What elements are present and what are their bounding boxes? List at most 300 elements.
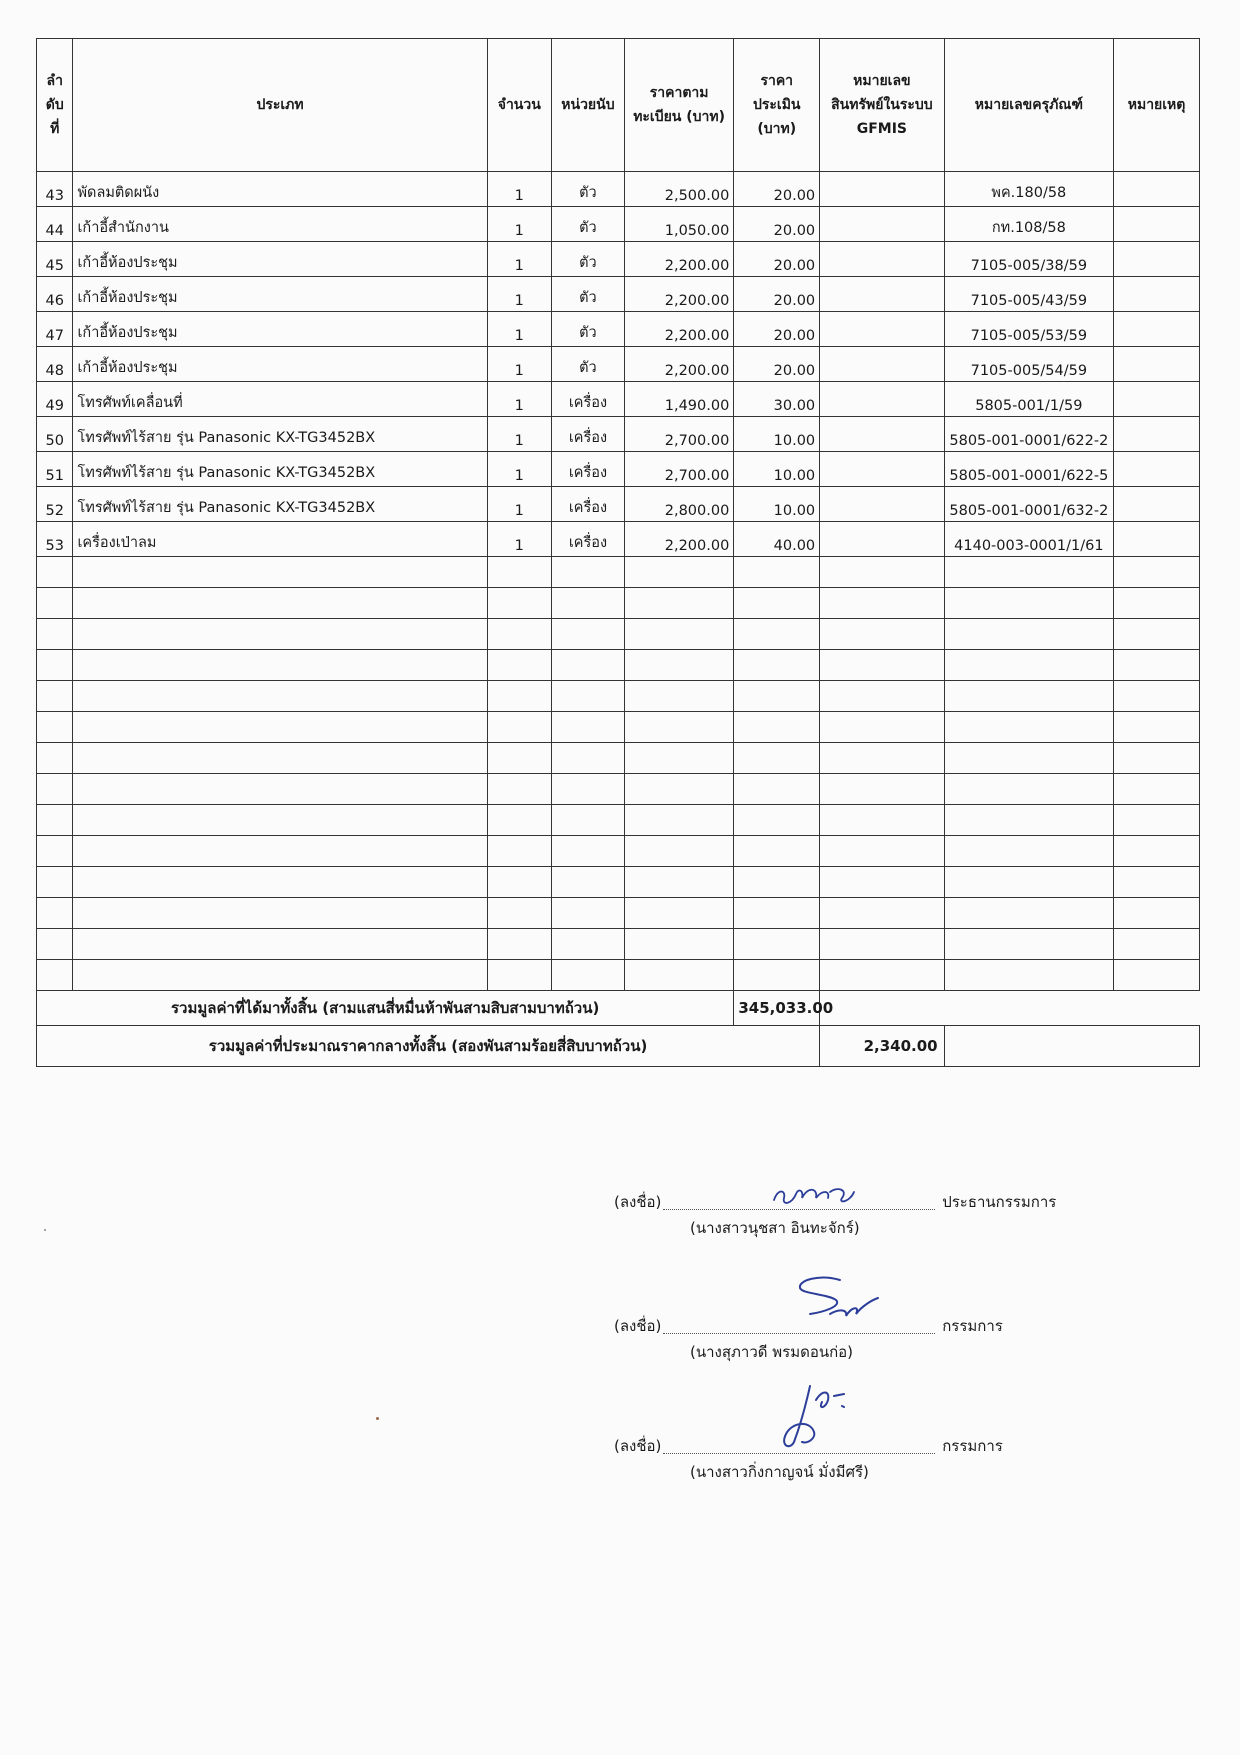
cell-gfmis-number — [820, 382, 944, 417]
cell-gfmis-number — [820, 207, 944, 242]
empty-cell — [944, 712, 1114, 743]
cell-registered-price: 2,500.00 — [624, 172, 733, 207]
empty-cell — [37, 898, 73, 929]
header-gfmis-number-text: หมายเลข สินทรัพย์ในระบบ GFMIS — [831, 73, 933, 137]
empty-cell — [1114, 712, 1200, 743]
empty-cell — [73, 898, 487, 929]
table-row — [37, 172, 1200, 207]
table-row — [37, 242, 1200, 277]
empty-cell — [73, 557, 487, 588]
total-estimated-label: รวมมูลค่าที่ประมาณราคากลางทั้งสิ้น (สองพันสามร้อยสี่สิบบาทถ้วน) — [37, 1026, 820, 1067]
cell-category: เก้าอี้ห้องประชุม — [73, 312, 487, 347]
empty-cell — [734, 774, 820, 805]
cell-quantity: 1 — [487, 417, 551, 452]
cell-category: โทรศัพท์ไร้สาย รุ่น Panasonic KX-TG3452BX — [73, 487, 487, 522]
total-acquired-label: รวมมูลค่าที่ได้มาทั้งสิ้น (สามแสนสี่หมื่นห้าพันสามสิบสามบาทถ้วน) — [37, 991, 734, 1026]
empty-table-row — [37, 898, 1200, 929]
empty-cell — [734, 836, 820, 867]
empty-cell — [73, 867, 487, 898]
cell-category: เก้าอี้ห้องประชุม — [73, 277, 487, 312]
cell-asset-number: 7105-005/53/59 — [944, 312, 1114, 347]
total-estimated-value-text: 2,340.00 — [863, 1037, 938, 1055]
asset-table — [36, 38, 1200, 1067]
cell-category: เครื่องเป่าลม — [73, 522, 487, 557]
signature-block-member-1 — [614, 1313, 1134, 1365]
header-no — [37, 39, 73, 172]
empty-cell — [944, 898, 1114, 929]
empty-cell — [73, 681, 487, 712]
signature-role: กรรมการ — [942, 1437, 1003, 1455]
cell-no: 47 — [37, 312, 73, 347]
cell-gfmis-number — [820, 172, 944, 207]
cell-appraised-price: 40.00 — [734, 522, 820, 557]
cell-gfmis-number — [820, 522, 944, 557]
empty-cell — [1114, 836, 1200, 867]
signature-line — [614, 1313, 1134, 1339]
empty-cell — [624, 836, 733, 867]
table-row — [37, 417, 1200, 452]
total-acquired-blank — [820, 991, 1200, 1026]
cell-quantity: 1 — [487, 207, 551, 242]
table-row — [37, 382, 1200, 417]
empty-cell — [944, 557, 1114, 588]
cell-registered-price: 2,200.00 — [624, 242, 733, 277]
empty-cell — [820, 898, 944, 929]
paper-speck — [44, 1229, 46, 1231]
header-no-text: ลำ ดับ ที่ — [45, 73, 64, 137]
header-remark-text: หมายเหตุ — [1127, 97, 1186, 113]
empty-cell — [73, 712, 487, 743]
cell-no: 51 — [37, 452, 73, 487]
header-appraised-price — [734, 39, 820, 172]
empty-cell — [1114, 681, 1200, 712]
empty-cell — [73, 960, 487, 991]
cell-registered-price: 1,490.00 — [624, 382, 733, 417]
empty-cell — [820, 929, 944, 960]
cell-appraised-price: 30.00 — [734, 382, 820, 417]
empty-cell — [1114, 805, 1200, 836]
cell-unit: ตัว — [551, 312, 624, 347]
empty-cell — [624, 650, 733, 681]
table-body — [37, 172, 1200, 991]
table-row — [37, 522, 1200, 557]
empty-cell — [73, 805, 487, 836]
empty-cell — [551, 898, 624, 929]
empty-cell — [551, 712, 624, 743]
table-header — [37, 39, 1200, 172]
cell-remark — [1114, 522, 1200, 557]
empty-cell — [487, 681, 551, 712]
empty-cell — [734, 929, 820, 960]
empty-cell — [73, 743, 487, 774]
signature-line — [614, 1433, 1134, 1459]
empty-cell — [944, 805, 1114, 836]
empty-table-row — [37, 650, 1200, 681]
empty-cell — [1114, 898, 1200, 929]
empty-cell — [820, 588, 944, 619]
empty-cell — [624, 805, 733, 836]
cell-appraised-price: 20.00 — [734, 207, 820, 242]
cell-remark — [1114, 242, 1200, 277]
cell-remark — [1114, 382, 1200, 417]
empty-cell — [624, 557, 733, 588]
cell-gfmis-number — [820, 452, 944, 487]
empty-cell — [624, 619, 733, 650]
empty-cell — [624, 681, 733, 712]
signature-dots — [663, 1439, 935, 1454]
cell-no: 43 — [37, 172, 73, 207]
empty-cell — [624, 588, 733, 619]
empty-cell — [820, 619, 944, 650]
table-row — [37, 277, 1200, 312]
cell-category: โทรศัพท์เคลื่อนที่ — [73, 382, 487, 417]
empty-cell — [487, 774, 551, 805]
empty-cell — [551, 619, 624, 650]
cell-appraised-price: 10.00 — [734, 417, 820, 452]
cell-no: 53 — [37, 522, 73, 557]
empty-cell — [37, 929, 73, 960]
table-row — [37, 487, 1200, 522]
empty-cell — [37, 805, 73, 836]
cell-asset-number: 5805-001-0001/622-5 — [944, 452, 1114, 487]
cell-asset-number: 4140-003-0001/1/61 — [944, 522, 1114, 557]
cell-appraised-price: 20.00 — [734, 172, 820, 207]
empty-cell — [37, 557, 73, 588]
empty-cell — [734, 960, 820, 991]
empty-cell — [73, 588, 487, 619]
cell-asset-number: พค.180/58 — [944, 172, 1114, 207]
empty-cell — [820, 867, 944, 898]
signature-line — [614, 1189, 1134, 1215]
cell-no: 46 — [37, 277, 73, 312]
empty-cell — [820, 836, 944, 867]
empty-cell — [487, 898, 551, 929]
cell-appraised-price: 10.00 — [734, 487, 820, 522]
signature-name: (นางสาวกิ่งกาญจน์ มั่งมีศรี) — [690, 1463, 869, 1481]
empty-cell — [37, 743, 73, 774]
header-category-text: ประเภท — [256, 97, 304, 113]
cell-appraised-price: 10.00 — [734, 452, 820, 487]
cell-quantity: 1 — [487, 277, 551, 312]
total-estimated-blank — [944, 1026, 1199, 1067]
empty-cell — [73, 929, 487, 960]
empty-cell — [624, 898, 733, 929]
empty-table-row — [37, 774, 1200, 805]
empty-cell — [551, 743, 624, 774]
empty-cell — [1114, 929, 1200, 960]
empty-cell — [487, 588, 551, 619]
empty-cell — [734, 743, 820, 774]
cell-no: 44 — [37, 207, 73, 242]
cell-category: เก้าอี้ห้องประชุม — [73, 242, 487, 277]
empty-cell — [487, 712, 551, 743]
empty-cell — [734, 557, 820, 588]
signature-prefix: (ลงชื่อ) — [614, 1193, 662, 1211]
empty-cell — [820, 743, 944, 774]
cell-no: 45 — [37, 242, 73, 277]
signature-role: ประธานกรรมการ — [942, 1193, 1057, 1211]
empty-cell — [1114, 774, 1200, 805]
empty-cell — [487, 743, 551, 774]
empty-cell — [37, 836, 73, 867]
header-quantity-text: จำนวน — [497, 97, 541, 113]
empty-table-row — [37, 681, 1200, 712]
signature-name: (นางสุภาวดี พรมดอนก่อ) — [690, 1343, 854, 1361]
empty-cell — [487, 960, 551, 991]
total-estimated-value — [820, 1026, 944, 1067]
empty-cell — [73, 619, 487, 650]
header-category — [73, 39, 487, 172]
table-row — [37, 207, 1200, 242]
cell-category: โทรศัพท์ไร้สาย รุ่น Panasonic KX-TG3452BX — [73, 452, 487, 487]
cell-quantity: 1 — [487, 242, 551, 277]
empty-cell — [487, 929, 551, 960]
header-unit — [551, 39, 624, 172]
empty-cell — [37, 588, 73, 619]
cell-appraised-price: 20.00 — [734, 277, 820, 312]
empty-cell — [944, 588, 1114, 619]
empty-table-row — [37, 836, 1200, 867]
cell-unit: เครื่อง — [551, 452, 624, 487]
empty-cell — [551, 805, 624, 836]
cell-appraised-price: 20.00 — [734, 242, 820, 277]
empty-cell — [820, 805, 944, 836]
header-gfmis-number — [820, 39, 944, 172]
empty-cell — [551, 588, 624, 619]
empty-cell — [37, 867, 73, 898]
cell-category: เก้าอี้ห้องประชุม — [73, 347, 487, 382]
cell-registered-price: 2,800.00 — [624, 487, 733, 522]
empty-cell — [551, 867, 624, 898]
empty-cell — [624, 960, 733, 991]
header-registered-price-text: ราคาตาม ทะเบียน (บาท) — [633, 85, 726, 125]
header-asset-number-text: หมายเลขครุภัณฑ์ — [974, 97, 1083, 113]
cell-registered-price: 2,200.00 — [624, 347, 733, 382]
cell-category: โทรศัพท์ไร้สาย รุ่น Panasonic KX-TG3452BX — [73, 417, 487, 452]
cell-unit: เครื่อง — [551, 417, 624, 452]
empty-cell — [551, 929, 624, 960]
empty-cell — [624, 867, 733, 898]
empty-cell — [944, 619, 1114, 650]
total-estimated-row — [37, 1026, 1200, 1067]
empty-cell — [624, 774, 733, 805]
empty-cell — [820, 712, 944, 743]
empty-cell — [944, 743, 1114, 774]
cell-remark — [1114, 207, 1200, 242]
cell-category: พัดลมติดผนัง — [73, 172, 487, 207]
empty-cell — [734, 712, 820, 743]
empty-cell — [624, 743, 733, 774]
cell-quantity: 1 — [487, 382, 551, 417]
empty-cell — [487, 650, 551, 681]
cell-no: 49 — [37, 382, 73, 417]
cell-asset-number: 7105-005/54/59 — [944, 347, 1114, 382]
cell-appraised-price: 20.00 — [734, 347, 820, 382]
cell-remark — [1114, 277, 1200, 312]
table-totals — [37, 991, 1200, 1067]
empty-cell — [624, 712, 733, 743]
signature-dots — [663, 1319, 935, 1334]
cell-asset-number: 5805-001/1/59 — [944, 382, 1114, 417]
empty-cell — [734, 898, 820, 929]
empty-cell — [1114, 650, 1200, 681]
empty-cell — [487, 867, 551, 898]
header-remark — [1114, 39, 1200, 172]
cell-gfmis-number — [820, 277, 944, 312]
cell-remark — [1114, 347, 1200, 382]
cell-remark — [1114, 452, 1200, 487]
empty-cell — [551, 774, 624, 805]
signature-prefix: (ลงชื่อ) — [614, 1317, 662, 1335]
cell-gfmis-number — [820, 242, 944, 277]
cell-remark — [1114, 487, 1200, 522]
empty-cell — [820, 774, 944, 805]
cell-unit: ตัว — [551, 277, 624, 312]
signature-block-member-2 — [614, 1433, 1134, 1485]
cell-no: 48 — [37, 347, 73, 382]
empty-cell — [37, 774, 73, 805]
empty-cell — [1114, 867, 1200, 898]
empty-cell — [37, 619, 73, 650]
cell-registered-price: 2,200.00 — [624, 277, 733, 312]
empty-cell — [1114, 743, 1200, 774]
cell-unit: ตัว — [551, 242, 624, 277]
empty-cell — [734, 588, 820, 619]
empty-cell — [73, 836, 487, 867]
empty-cell — [820, 960, 944, 991]
cell-unit: เครื่อง — [551, 522, 624, 557]
empty-cell — [1114, 588, 1200, 619]
cell-category: เก้าอี้สำนักงาน — [73, 207, 487, 242]
cell-gfmis-number — [820, 312, 944, 347]
empty-cell — [624, 929, 733, 960]
empty-table-row — [37, 712, 1200, 743]
table-row — [37, 312, 1200, 347]
signature-role: กรรมการ — [942, 1317, 1003, 1335]
cell-remark — [1114, 312, 1200, 347]
empty-cell — [551, 681, 624, 712]
cell-remark — [1114, 172, 1200, 207]
signature-prefix: (ลงชื่อ) — [614, 1437, 662, 1455]
empty-cell — [944, 929, 1114, 960]
empty-cell — [1114, 619, 1200, 650]
empty-cell — [734, 681, 820, 712]
empty-cell — [944, 960, 1114, 991]
empty-cell — [734, 650, 820, 681]
empty-cell — [734, 805, 820, 836]
empty-cell — [487, 619, 551, 650]
empty-table-row — [37, 619, 1200, 650]
empty-cell — [551, 557, 624, 588]
empty-table-row — [37, 557, 1200, 588]
empty-table-row — [37, 929, 1200, 960]
cell-unit: ตัว — [551, 172, 624, 207]
signature-block-chairman — [614, 1189, 1134, 1241]
empty-cell — [944, 774, 1114, 805]
cell-quantity: 1 — [487, 347, 551, 382]
cell-registered-price: 2,200.00 — [624, 522, 733, 557]
cell-unit: ตัว — [551, 207, 624, 242]
empty-cell — [551, 836, 624, 867]
cell-gfmis-number — [820, 487, 944, 522]
signature-name: (นางสาวนุชสา อินทะจักร์) — [690, 1219, 860, 1237]
cell-unit: เครื่อง — [551, 487, 624, 522]
cell-quantity: 1 — [487, 312, 551, 347]
cell-asset-number: 7105-005/38/59 — [944, 242, 1114, 277]
empty-cell — [551, 650, 624, 681]
empty-cell — [944, 681, 1114, 712]
empty-cell — [820, 557, 944, 588]
cell-gfmis-number — [820, 417, 944, 452]
empty-cell — [820, 681, 944, 712]
empty-cell — [551, 960, 624, 991]
empty-table-row — [37, 743, 1200, 774]
empty-cell — [37, 650, 73, 681]
paper-speck — [376, 1417, 379, 1420]
empty-cell — [944, 650, 1114, 681]
cell-no: 52 — [37, 487, 73, 522]
empty-cell — [37, 681, 73, 712]
header-registered-price — [624, 39, 733, 172]
total-acquired-value — [734, 991, 834, 1026]
empty-cell — [73, 650, 487, 681]
total-acquired-row — [37, 991, 1200, 1026]
cell-remark — [1114, 417, 1200, 452]
cell-asset-number: 7105-005/43/59 — [944, 277, 1114, 312]
cell-quantity: 1 — [487, 522, 551, 557]
empty-cell — [820, 650, 944, 681]
cell-unit: เครื่อง — [551, 382, 624, 417]
empty-table-row — [37, 960, 1200, 991]
header-quantity — [487, 39, 551, 172]
cell-no: 50 — [37, 417, 73, 452]
cell-registered-price: 1,050.00 — [624, 207, 733, 242]
cell-registered-price: 2,200.00 — [624, 312, 733, 347]
table-row — [37, 347, 1200, 382]
signature-dots — [663, 1195, 935, 1210]
empty-cell — [37, 712, 73, 743]
cell-registered-price: 2,700.00 — [624, 452, 733, 487]
empty-cell — [1114, 960, 1200, 991]
cell-unit: ตัว — [551, 347, 624, 382]
empty-cell — [487, 836, 551, 867]
empty-table-row — [37, 805, 1200, 836]
cell-gfmis-number — [820, 347, 944, 382]
empty-table-row — [37, 867, 1200, 898]
cell-quantity: 1 — [487, 172, 551, 207]
empty-cell — [487, 557, 551, 588]
header-appraised-price-text: ราคา ประเมิน (บาท) — [752, 73, 801, 137]
empty-table-row — [37, 588, 1200, 619]
cell-asset-number: กท.108/58 — [944, 207, 1114, 242]
cell-appraised-price: 20.00 — [734, 312, 820, 347]
cell-registered-price: 2,700.00 — [624, 417, 733, 452]
cell-asset-number: 5805-001-0001/622-2 — [944, 417, 1114, 452]
cell-quantity: 1 — [487, 487, 551, 522]
empty-cell — [1114, 557, 1200, 588]
empty-cell — [944, 836, 1114, 867]
empty-cell — [944, 867, 1114, 898]
empty-cell — [73, 774, 487, 805]
empty-cell — [734, 867, 820, 898]
cell-asset-number: 5805-001-0001/632-2 — [944, 487, 1114, 522]
header-asset-number — [944, 39, 1114, 172]
total-acquired-value-text: 345,033.00 — [738, 999, 834, 1017]
cell-quantity: 1 — [487, 452, 551, 487]
empty-cell — [734, 619, 820, 650]
header-unit-text: หน่วยนับ — [561, 97, 615, 113]
table-row — [37, 452, 1200, 487]
